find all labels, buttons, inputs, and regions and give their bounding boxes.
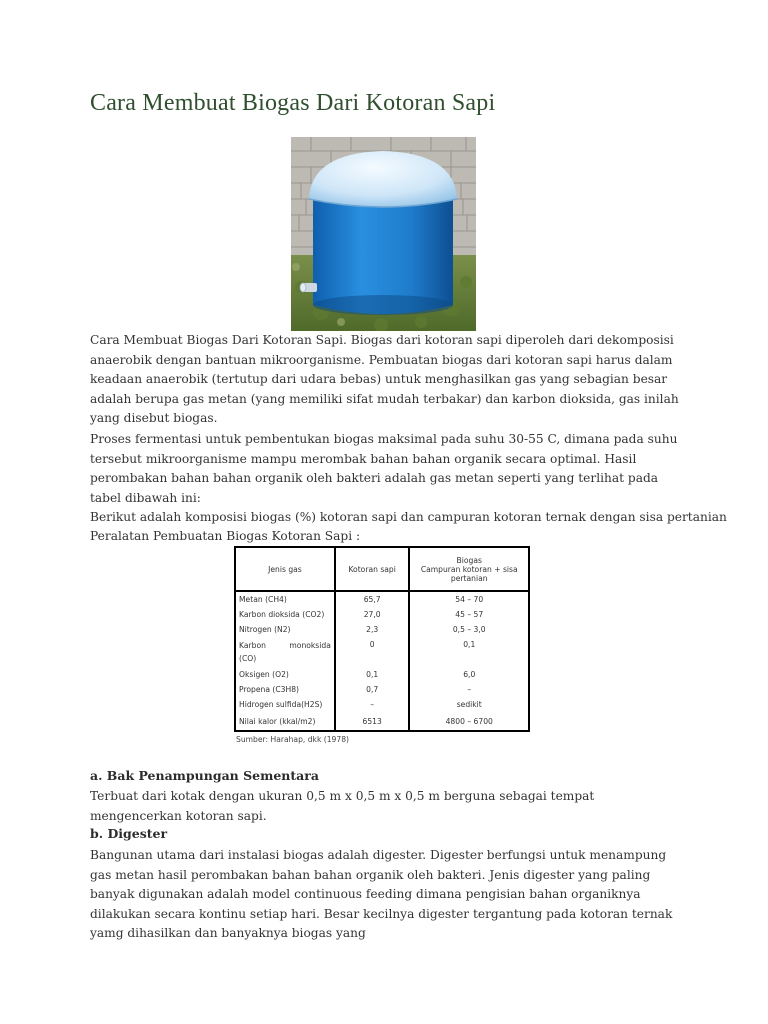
gas-name-part-2: monoksida (289, 641, 331, 650)
biogas-composition-table (234, 546, 530, 744)
header-biogas-line-1: Biogas (456, 555, 482, 565)
table-row (235, 622, 529, 637)
gas-name: Karbon dioksida (CO2) (235, 607, 335, 622)
biogas-tank-photo (291, 137, 476, 331)
page-title: Cara Membuat Biogas Dari Kotoran Sapi (90, 90, 496, 116)
header-biogas (409, 547, 529, 591)
intro-paragraph-1: Cara Membuat Biogas Dari Kotoran Sapi. Biogas dari kotoran sapi diperoleh dari dekomposisi anaerobik dengan bantuan mikroorganisme. Pembuatan biogas dari kotoran sapi harus dalam keadaan anaerobik (tertutup dari udara bebas) untuk menghasilkan gas yang sebagian besar adalah berupa gas metan (yang memiliki sifat mudah terbakar) dan karbon dioksida, gas inilah yang disebut biogas. (90, 333, 679, 425)
campuran-value: 0,1 (409, 637, 529, 667)
section-a-text: Terbuat dari kotak dengan ukuran 0,5 m x 0,5 m x 0,5 m berguna sebagai tempat mengencerkan kotoran sapi. (90, 789, 595, 823)
table-row (235, 682, 529, 697)
table-row (235, 607, 529, 622)
intro-paragraph-3-line-2: Peralatan Pembuatan Biogas Kotoran Sapi : (90, 529, 361, 543)
sapi-value: – (335, 697, 410, 712)
campuran-value: sedikit (409, 697, 529, 712)
campuran-value: 4800 – 6700 (409, 712, 529, 731)
header-biogas-line-2: Campuran kotoran + sisa (420, 564, 518, 574)
table-row (235, 591, 529, 607)
campuran-value: 54 – 70 (409, 591, 529, 607)
section-b-heading: b. Digester (90, 826, 168, 841)
header-biogas-line-3: pertanian (450, 573, 488, 583)
intro-paragraph-3-line-1: Berikut adalah komposisi biogas (%) kotoran sapi dan campuran kotoran ternak dengan sisa pertanian (90, 510, 727, 524)
campuran-value: 0,5 – 3,0 (409, 622, 529, 637)
sapi-value: 0 (335, 637, 410, 667)
table-row (235, 712, 529, 731)
gas-name: Metan (CH4) (235, 591, 335, 607)
sapi-value: 2,3 (335, 622, 410, 637)
section-b-text: Bangunan utama dari instalasi biogas adalah digester. Digester berfungsi untuk menampung gas metan hasil perombakan bahan bahan organik oleh bakteri. Jenis digester yang paling banyak digunakan adalah model continuous feeding dimana pengisian bahan organiknya dilakukan secara kontinu setiap hari. Besar kecilnya digester tergantung pada kotoran ternak yamg dihasilkan dan banyaknya biogas yang (90, 848, 673, 940)
gas-name-part-1: Karbon (239, 641, 266, 650)
sapi-value: 27,0 (335, 607, 410, 622)
table-source-caption: Sumber: Harahap, dkk (1978) (236, 735, 350, 744)
sapi-value: 65,7 (335, 591, 410, 607)
header-jenis-gas: Jenis gas (235, 547, 335, 591)
table-row (235, 697, 529, 712)
table-row (235, 637, 529, 667)
gas-name: Hidrogen sulfida(H2S) (235, 697, 335, 712)
sapi-value: 0,7 (335, 682, 410, 697)
gas-name: Propena (C3H8) (235, 682, 335, 697)
sapi-value: 0,1 (335, 667, 410, 682)
gas-name-part-3: (CO) (239, 654, 257, 663)
table-header-row (235, 547, 529, 591)
table-row (235, 667, 529, 682)
gas-name: Oksigen (O2) (235, 667, 335, 682)
gas-name: Nitrogen (N2) (235, 622, 335, 637)
campuran-value: – (409, 682, 529, 697)
section-a-heading: a. Bak Penampungan Sementara (90, 768, 319, 783)
campuran-value: 45 – 57 (409, 607, 529, 622)
sapi-value: 6513 (335, 712, 410, 731)
gas-name (235, 637, 335, 667)
header-kotoran-sapi: Kotoran sapi (335, 547, 410, 591)
intro-paragraph-2: Proses fermentasi untuk pembentukan biogas maksimal pada suhu 30-55 C, dimana pada suhu tersebut mikroorganisme mampu merombak bahan bahan organik secara optimal. Hasil perombakan bahan bahan organik oleh bakteri adalah gas metan seperti yang terlihat pada tabel dibawah ini: (90, 432, 678, 505)
gas-name: Nilai kalor (kkal/m2) (235, 712, 335, 731)
campuran-value: 6,0 (409, 667, 529, 682)
